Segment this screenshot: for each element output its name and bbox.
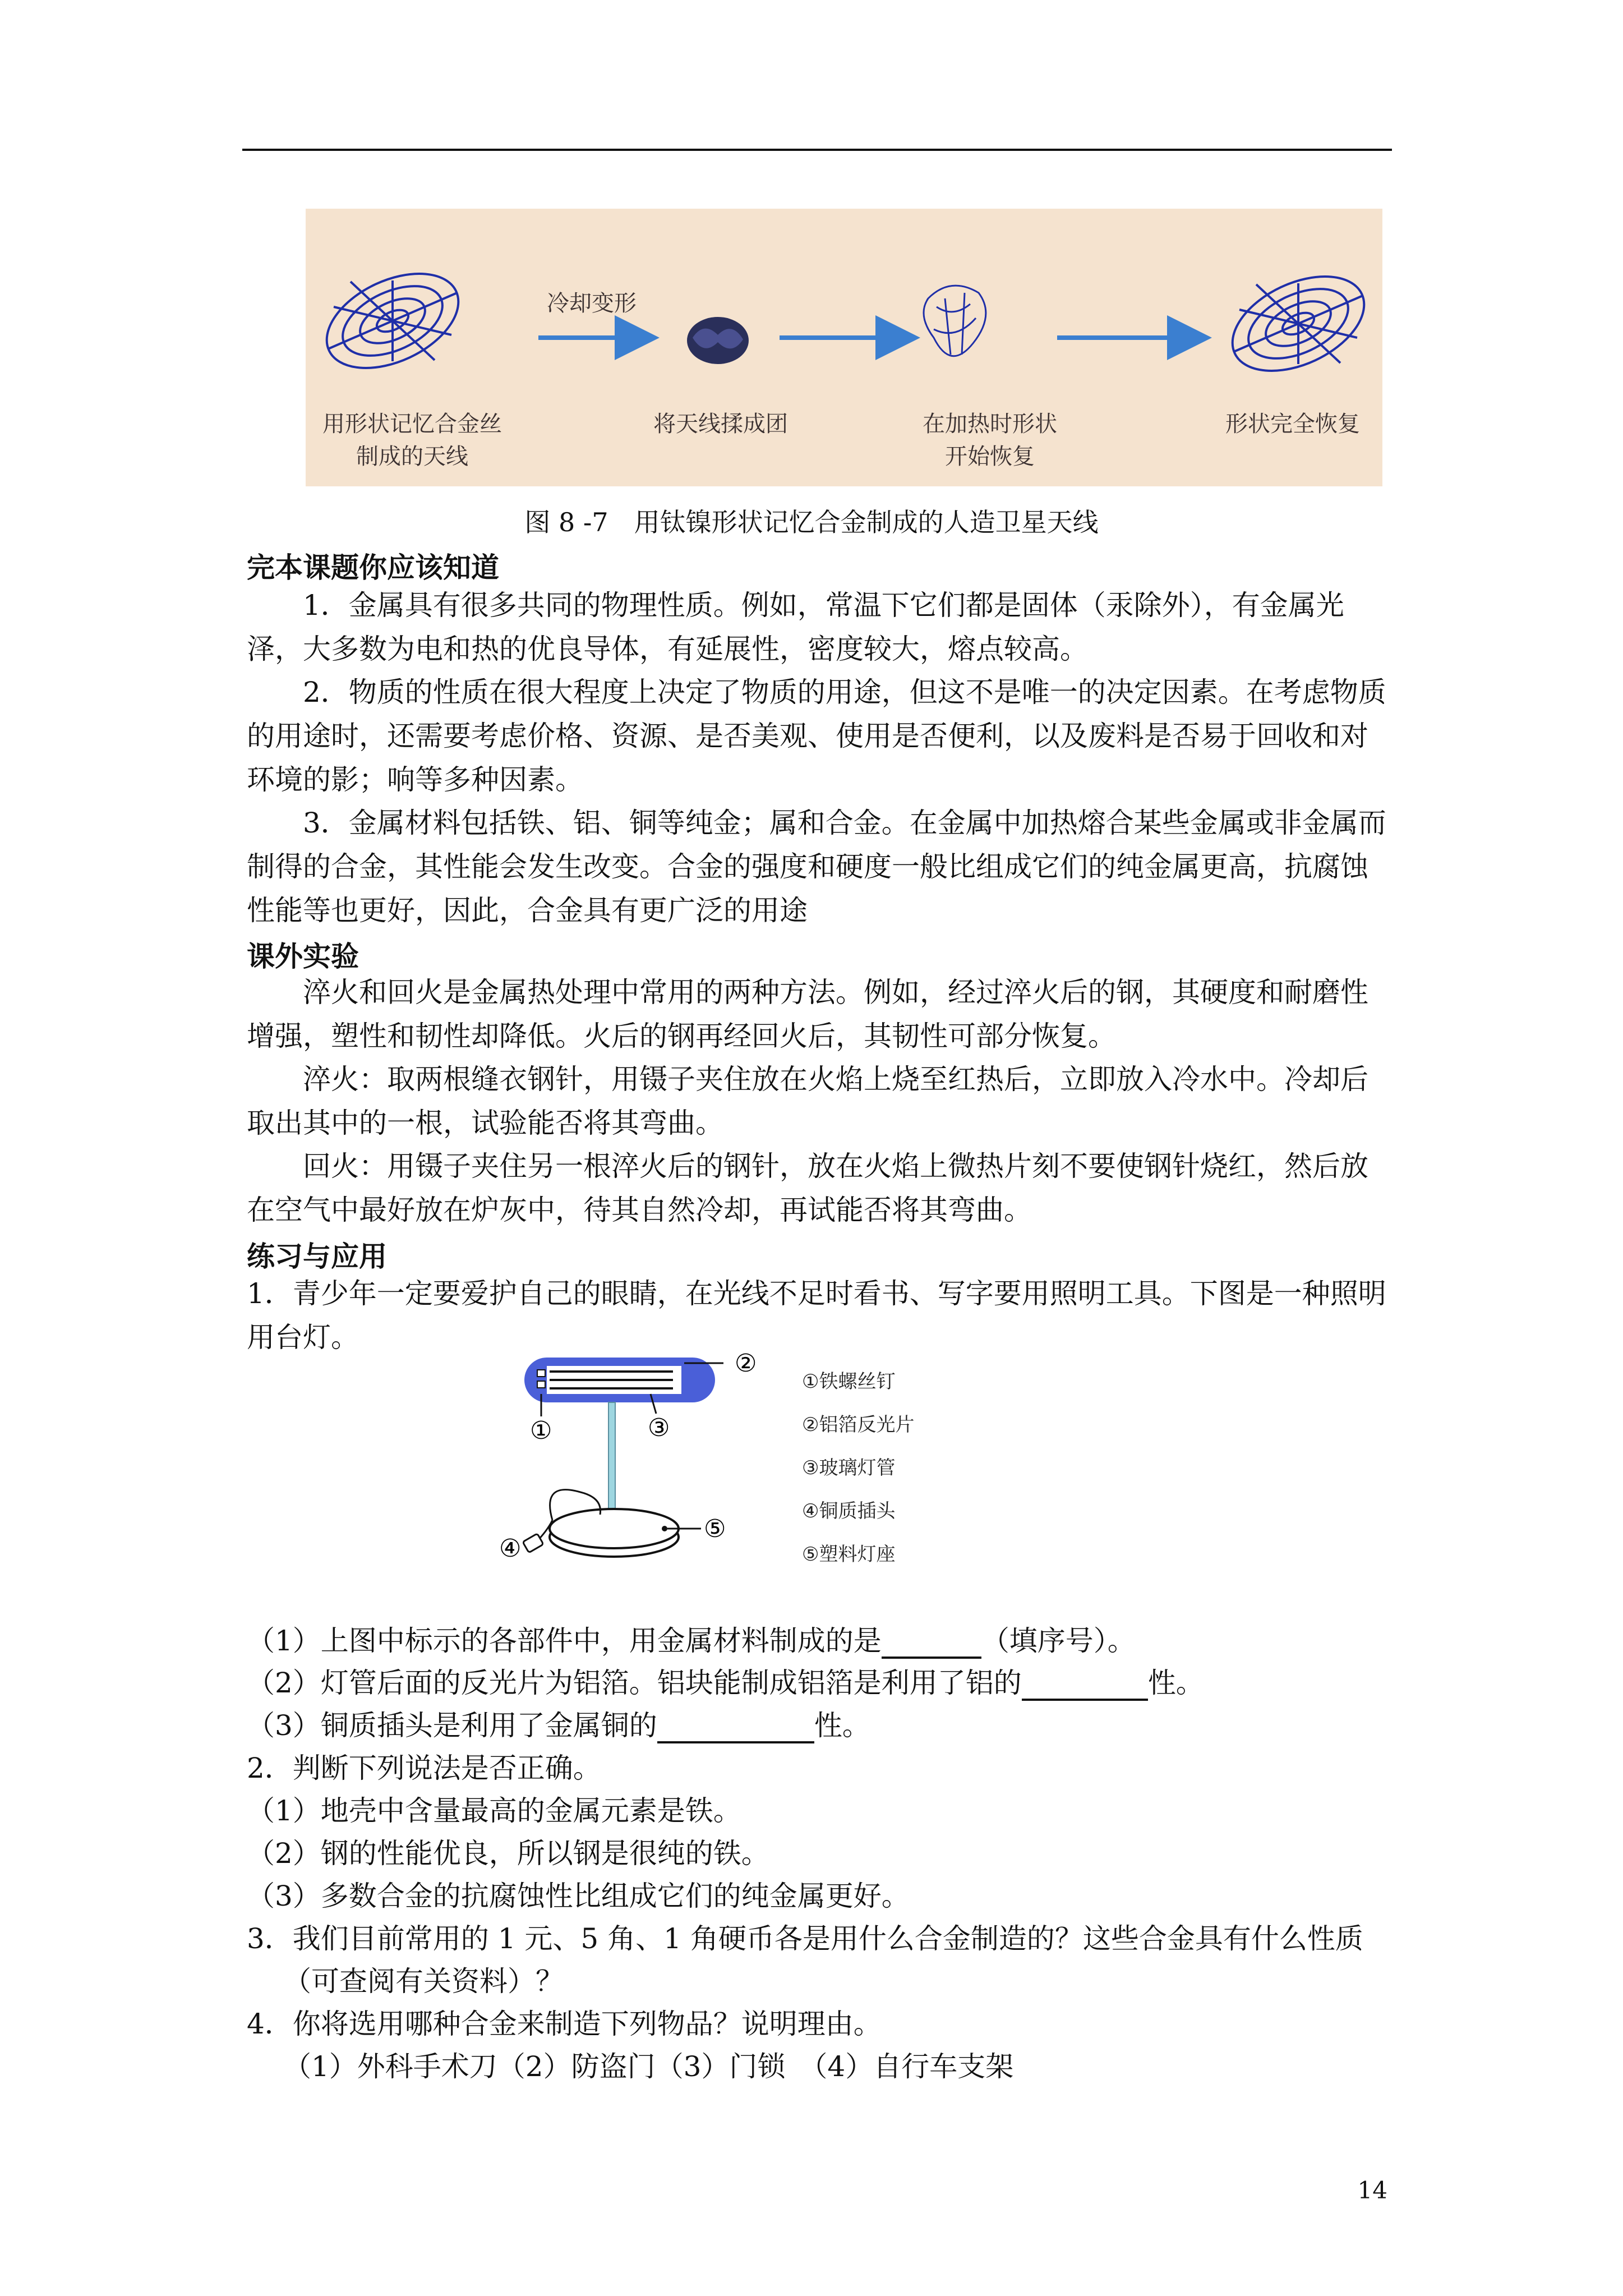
question-3: 3．我们目前常用的 1 元、5 角、1 角硬币各是用什么合金制造的？这些合金具有什么性质 <box>247 1922 1363 1955</box>
question-4: 4．你将选用哪种合金来制造下列物品？说明理由。 <box>247 2008 882 2040</box>
step2-label: 将天线揉成团 <box>653 411 788 437</box>
legend-item: ⑤塑料灯座 <box>802 1543 896 1566</box>
question-2c: （3）多数合金的抗腐蚀性比组成它们的纯金属更好。 <box>247 1880 910 1912</box>
satellite-antenna-figure <box>306 209 1382 486</box>
question-2a: （1）地壳中含量最高的金属元素是铁。 <box>247 1795 741 1827</box>
question-1c: （3）铜质插头是利用了金属铜的 性。 <box>247 1703 870 1743</box>
figure-caption: 图 8 -7 用钛镍形状记忆合金制成的人造卫星天线 <box>524 507 1099 537</box>
paragraph: 2．物质的性质在很大程度上决定了物质的用途，但这不是唯一的决定因素。在考虑物质的用途时，还需要考虑价格、资源、是否美观、使用是否便利，以及废料是否易于回收和对环境的影；响等多种因素。 <box>247 676 1386 796</box>
page-number: 14 <box>1357 2177 1387 2204</box>
paragraph: 淬火：取两根缝衣钢针，用镊子夹住放在火焰上烧至红热后，立即放入冷水中。冷却后取出其中的一根，试验能否将其弯曲。 <box>247 1063 1368 1139</box>
section-heading: 练习与应用 <box>247 1240 387 1273</box>
callout-3: ③ <box>648 1414 670 1442</box>
question-1a: （1）上图中标示的各部件中，用金属材料制成的是 （填序号）。 <box>247 1618 1136 1659</box>
question-2b: （2）钢的性能优良，所以钢是很纯的铁。 <box>247 1837 769 1870</box>
callout-1: ① <box>530 1416 552 1445</box>
paragraph: 1．金属具有很多共同的物理性质。例如，常温下它们都是固体（汞除外），有金属光泽，大多数为电和热的优良导体，有延展性，密度较大，熔点较高。 <box>247 589 1344 665</box>
legend-item: ②铝箔反光片 <box>802 1414 915 1436</box>
step1-label: 用形状记忆合金丝 制成的天线 <box>322 411 502 470</box>
antenna-dish-icon <box>1218 257 1378 390</box>
legend-item: ③玻璃灯管 <box>802 1457 896 1479</box>
step3-label: 在加热时形状 开始恢复 <box>923 411 1057 470</box>
lamp-pole-icon <box>608 1402 615 1515</box>
question-1b: （2）灯管后面的反光片为铝箔。铝块能制成铝箔是利用了铝的 性。 <box>247 1660 1204 1701</box>
section-heading: 课外实验 <box>247 940 359 973</box>
desk-lamp-diagram <box>494 1346 785 1582</box>
callout-4: ④ <box>499 1534 522 1563</box>
antenna-dish-icon <box>312 255 473 387</box>
question-3-cont: （可查阅有关资料）？ <box>283 1965 564 1998</box>
crumpled-antenna-icon <box>687 317 749 364</box>
callout-2: ② <box>735 1349 757 1378</box>
question-2: 2．判断下列说法是否正确。 <box>247 1752 601 1784</box>
question-4-items: （1）外科手术刀（2）防盗门（3）门锁 （4）自行车支架 <box>283 2050 1014 2083</box>
section-heading: 完本课题你应该知道 <box>247 551 499 584</box>
step4-label: 形状完全恢复 <box>1225 411 1360 437</box>
paragraph: 淬火和回火是金属热处理中常用的两种方法。例如，经过淬火后的钢，其硬度和耐磨性增强，塑性和韧性却降低。火后的钢再经回火后，其韧性可部分恢复。 <box>247 976 1368 1052</box>
callout-5: ⑤ <box>704 1515 726 1543</box>
arrow-label: 冷却变形 <box>547 291 637 316</box>
legend-item: ④铜质插头 <box>802 1500 896 1522</box>
answer-blank[interactable] <box>882 1627 981 1659</box>
answer-blank[interactable] <box>1022 1669 1148 1701</box>
answer-blank[interactable] <box>657 1712 814 1743</box>
paragraph: 3．金属材料包括铁、铝、铜等纯金；属和合金。在金属中加热熔合某些金属或非金属而制得的合金，其性能会发生改变。合金的强度和硬度一般比组成它们的纯金属更高，抗腐蚀性能等也更好，因此，合金具有更广泛的用途 <box>247 807 1386 927</box>
paragraph: 回火：用镊子夹住另一根淬火后的钢针，放在火焰上微热片刻不要使钢针烧红，然后放在空气中最好放在炉灰中，待其自然冷却，再试能否将其弯曲。 <box>247 1150 1368 1226</box>
header-rule <box>242 149 1392 151</box>
recovering-antenna-icon <box>924 286 986 356</box>
question-1: 1．青少年一定要爱护自己的眼睛，在光线不足时看书、写字要用照明工具。下图是一种照明用台灯。 <box>247 1277 1386 1354</box>
legend-item: ①铁螺丝钉 <box>802 1370 896 1393</box>
